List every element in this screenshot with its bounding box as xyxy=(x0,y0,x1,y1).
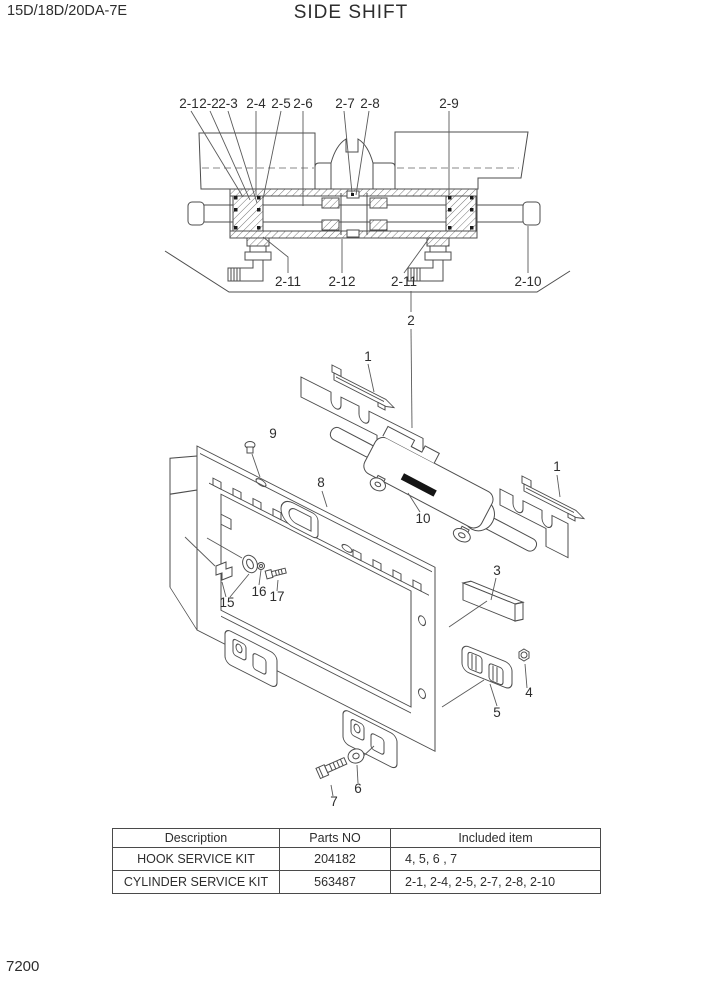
service-kit-table xyxy=(112,828,601,894)
callout-1-left: 1 xyxy=(364,349,372,364)
callout-2-4: 2-4 xyxy=(246,96,266,111)
callout-4: 4 xyxy=(525,685,533,700)
callout-7: 7 xyxy=(330,794,338,809)
callout-16: 16 xyxy=(251,584,267,599)
bolt-7 xyxy=(316,756,348,796)
flange-nut-4 xyxy=(519,649,529,688)
model-code: 15D/18D/20DA-7E xyxy=(7,3,128,19)
hose-fitting-left xyxy=(228,238,271,281)
callout-2-9: 2-9 xyxy=(439,96,459,111)
callout-5: 5 xyxy=(493,705,501,720)
callout-17: 17 xyxy=(269,589,285,604)
page-number: 7200 xyxy=(6,958,40,975)
callout-2-5: 2-5 xyxy=(271,96,291,111)
cylinder-section-view xyxy=(165,96,570,292)
kit-parts-no: 563487 xyxy=(280,871,391,894)
kit-included-items: 4, 5, 6 , 7 xyxy=(391,848,601,871)
page-title: SIDE SHIFT xyxy=(293,2,409,23)
gland-right xyxy=(446,196,476,231)
table-row xyxy=(113,848,601,871)
piston xyxy=(322,191,387,237)
callout-8: 8 xyxy=(317,475,325,490)
kit-parts-no: 204182 xyxy=(280,848,391,871)
kit-included-items: 2-1, 2-4, 2-5, 2-7, 2-8, 2-10 xyxy=(391,871,601,894)
hook-block-5 xyxy=(442,644,512,707)
rod-cap-left xyxy=(188,202,204,225)
mast-plate-right xyxy=(395,132,528,189)
table-header-row xyxy=(113,829,601,848)
break-boundary xyxy=(165,251,570,292)
callout-2: 2 xyxy=(407,313,415,328)
callout-3: 3 xyxy=(493,563,501,578)
wear-pad-3 xyxy=(449,578,523,627)
col-header-included: Included item xyxy=(391,829,601,848)
callout-2-10: 2-10 xyxy=(514,274,542,289)
col-header-description: Description xyxy=(113,829,280,848)
table-row xyxy=(113,871,601,894)
callout-2-12: 2-12 xyxy=(328,274,356,289)
callout-2-11-right: 2-11 xyxy=(390,274,418,289)
rod-cap-right xyxy=(523,202,540,225)
callout-2-2: 2-2 xyxy=(199,96,219,111)
callout-1-right: 1 xyxy=(553,459,561,474)
callout-2-7: 2-7 xyxy=(335,96,355,111)
callout-2-1: 2-1 xyxy=(179,96,199,111)
center-bracket xyxy=(315,139,395,189)
o-ring-dots xyxy=(234,196,474,230)
kit-description: HOOK SERVICE KIT xyxy=(113,848,280,871)
callout-10: 10 xyxy=(415,511,431,526)
callout-9: 9 xyxy=(269,426,277,441)
callout-15: 15 xyxy=(219,595,235,610)
callout-2-11-left: 2-11 xyxy=(274,274,302,289)
callout-2-6: 2-6 xyxy=(293,96,313,111)
callout-2-3: 2-3 xyxy=(218,96,238,111)
exploded-view xyxy=(170,291,584,809)
kit-description: CYLINDER SERVICE KIT xyxy=(113,871,280,894)
mast-plate-left xyxy=(199,133,315,189)
callout-2-8: 2-8 xyxy=(360,96,380,111)
callout-6: 6 xyxy=(354,781,362,796)
col-header-parts-no: Parts NO xyxy=(280,829,391,848)
gland-left xyxy=(233,196,263,231)
